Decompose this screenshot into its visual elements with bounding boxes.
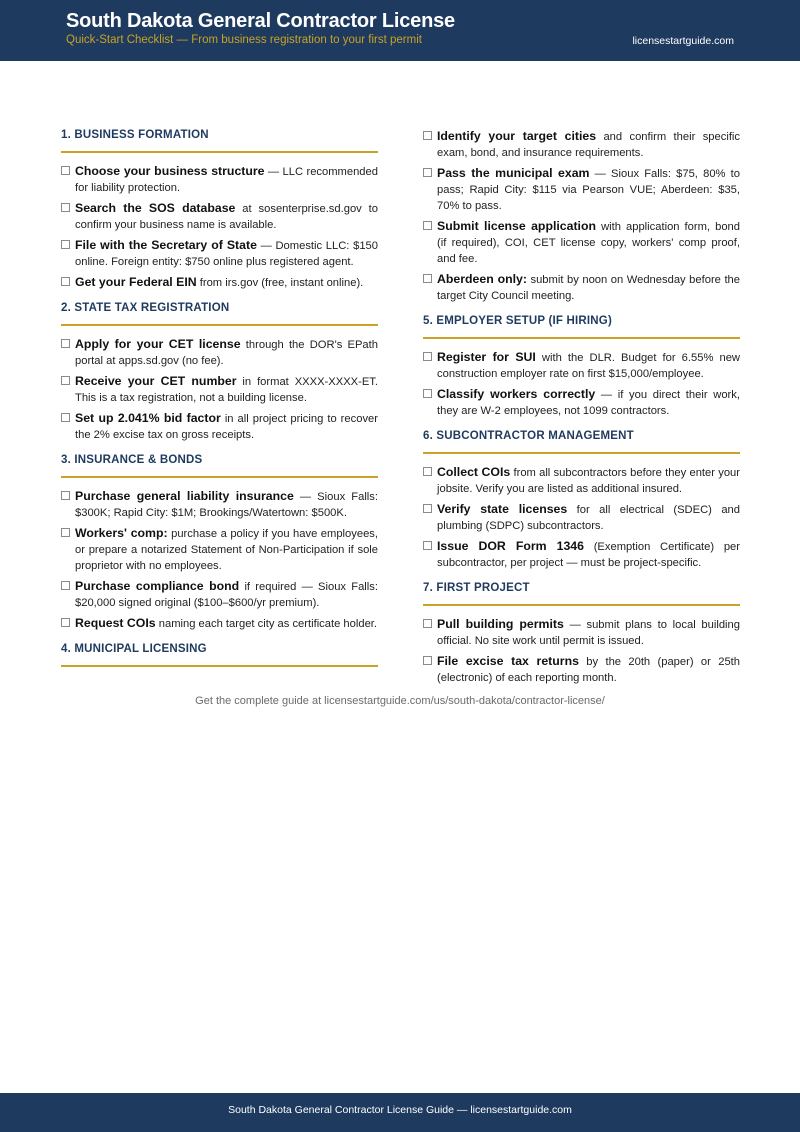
checklist-item-title: Issue DOR Form 1346 <box>437 539 584 553</box>
checklist-item <box>61 336 378 369</box>
checklist-item-title: Receive your CET number <box>75 374 237 388</box>
checklist-item-title: Aberdeen only: <box>437 272 527 286</box>
checklist-item-title: File with the Secretary of State <box>75 238 257 252</box>
checklist-item-text: naming each target city as certificate holder. <box>155 618 378 630</box>
checklist-item <box>61 373 378 406</box>
page-header <box>0 0 800 61</box>
checklist-item-text: with the DLR. Budget for 6.55% new construction employer rate on first $15,000/employee. <box>437 352 740 380</box>
section-heading: 7. FIRST PROJECT <box>423 581 740 606</box>
checkbox-icon[interactable] <box>423 619 432 628</box>
checkbox-icon[interactable] <box>61 491 70 500</box>
checklist-item-title: Choose your business structure <box>75 164 265 178</box>
checklist-item <box>61 525 378 574</box>
checkbox-icon[interactable] <box>423 389 432 398</box>
checklist-item <box>423 538 740 571</box>
checklist-item <box>61 488 378 521</box>
checklist-item-text: through the DOR's EPath portal at apps.sd.gov (no fee). <box>75 339 378 367</box>
section-heading: 4. MUNICIPAL LICENSING <box>61 642 378 667</box>
checklist-section <box>61 301 378 443</box>
checkbox-icon[interactable] <box>423 168 432 177</box>
checklist-section <box>423 581 740 686</box>
checklist-item <box>423 218 740 267</box>
right-column <box>423 128 740 696</box>
checklist-item-text: if required — Sioux Falls: $20,000 signed original ($100–$600/yr premium). <box>75 581 378 609</box>
checklist-section <box>61 128 378 291</box>
checklist-item-title: Collect COIs <box>437 465 511 479</box>
checklist-section <box>423 429 740 571</box>
checklist-section <box>423 128 740 304</box>
checklist-item-title: Classify workers correctly <box>437 387 596 401</box>
checklist-item <box>423 165 740 214</box>
page-footer <box>0 1093 800 1132</box>
checklist-item <box>423 653 740 686</box>
section-heading: 5. EMPLOYER SETUP (IF HIRING) <box>423 314 740 339</box>
checklist-item-text: from irs.gov (free, instant online). <box>196 277 364 289</box>
checklist-item-title: Apply for your CET license <box>75 337 241 351</box>
checklist-item <box>423 464 740 497</box>
checklist-item-title: Request COIs <box>75 616 156 630</box>
page-subtitle: Quick-Start Checklist — From business registration to your first permit <box>66 34 422 46</box>
checkbox-icon[interactable] <box>61 240 70 249</box>
guide-footnote: Get the complete guide at licensestartguide.com/us/south-dakota/contractor-license/ <box>195 695 605 707</box>
checkbox-icon[interactable] <box>423 541 432 550</box>
checklist-item <box>423 128 740 161</box>
checklist-item-text: — Sioux Falls: $75, 80% to pass; Rapid City: $115 via Pearson VUE; Aberdeen: $35, 70% to pass. <box>437 168 741 212</box>
checklist-item <box>61 163 378 196</box>
section-heading: 1. BUSINESS FORMATION <box>61 128 378 153</box>
page-title: South Dakota General Contractor License <box>66 10 455 32</box>
checklist-item-title: Workers' comp: <box>75 526 168 540</box>
checklist-item <box>61 274 378 291</box>
footer-text: South Dakota General Contractor License Guide — licensestartguide.com <box>228 1104 572 1116</box>
checklist-section <box>61 642 378 667</box>
checklist-item-title: Verify state licenses <box>437 502 568 516</box>
checklist-item-title: Pass the municipal exam <box>437 166 590 180</box>
checkbox-icon[interactable] <box>423 656 432 665</box>
checklist-item-text: from all subcontractors before they enter your jobsite. Verify you are listed as additional insured. <box>437 467 740 495</box>
checkbox-icon[interactable] <box>61 528 70 537</box>
checklist-item-title: Register for SUI <box>437 350 536 364</box>
checkbox-icon[interactable] <box>61 376 70 385</box>
checkbox-icon[interactable] <box>61 581 70 590</box>
checklist-item-title: Purchase general liability insurance <box>75 489 294 503</box>
checklist-item <box>61 200 378 233</box>
checklist-item-text: by the 20th (paper) or 25th (electronic) of each reporting month. <box>437 656 741 684</box>
checkbox-icon[interactable] <box>61 339 70 348</box>
header-site-link[interactable]: licensestartguide.com <box>632 35 734 47</box>
checklist-item-text: — LLC recommended for liability protection. <box>75 166 378 194</box>
checkbox-icon[interactable] <box>61 413 70 422</box>
checkbox-icon[interactable] <box>423 131 432 140</box>
checklist-item-text: — submit plans to local building official. No site work until permit is issued. <box>437 619 740 647</box>
checklist-item <box>423 501 740 534</box>
section-heading: 2. STATE TAX REGISTRATION <box>61 301 378 326</box>
checklist-item-text: — if you direct their work, they are W-2 employees, not 1099 contractors. <box>437 389 740 417</box>
checklist-item-title: Get your Federal EIN <box>75 275 197 289</box>
checklist-item-text: in format XXXX-XXXX-ET. This is a tax registration, not a building license. <box>75 376 378 404</box>
checklist-item-title: Set up 2.041% bid factor <box>75 411 221 425</box>
checklist-item-title: Purchase compliance bond <box>75 579 240 593</box>
section-heading: 3. INSURANCE & BONDS <box>61 453 378 478</box>
checkbox-icon[interactable] <box>423 467 432 476</box>
checklist-item-text: with application form, bond (if required), COI, CET license copy, workers' comp proof, and fee. <box>437 221 740 265</box>
checklist-item-text: — Domestic LLC: $150 online. Foreign entity: $750 online plus registered agent. <box>75 240 378 268</box>
checklist-item-title: Identify your target cities <box>437 129 597 143</box>
checkbox-icon[interactable] <box>61 618 70 627</box>
checklist-item-text: — Sioux Falls: $300K; Rapid City: $1M; Brookings/Watertown: $500K. <box>75 491 378 519</box>
section-heading: 6. SUBCONTRACTOR MANAGEMENT <box>423 429 740 454</box>
checkbox-icon[interactable] <box>423 352 432 361</box>
checklist-item <box>61 578 378 611</box>
checklist-item <box>423 386 740 419</box>
checkbox-icon[interactable] <box>423 221 432 230</box>
checklist-item-text: submit by noon on Wednesday before the target City Council meeting. <box>437 274 740 302</box>
checklist-item-title: Submit license application <box>437 219 597 233</box>
checklist-section <box>423 314 740 419</box>
checklist-item-text: (Exemption Certificate) per subcontractor, per project — must be project-specific. <box>437 541 740 569</box>
checklist-item <box>423 349 740 382</box>
checklist-item <box>61 410 378 443</box>
checkbox-icon[interactable] <box>61 203 70 212</box>
checklist-section <box>61 453 378 632</box>
checkbox-icon[interactable] <box>423 504 432 513</box>
checklist-item-text: for all electrical (SDEC) and plumbing (SDPC) subcontractors. <box>437 504 740 532</box>
left-column <box>61 128 378 677</box>
checklist-item-text: and confirm their specific exam, bond, and insurance requirements. <box>437 131 741 159</box>
checklist-item <box>61 237 378 270</box>
checklist-item-text: at sosenterprise.sd.gov to confirm your business name is available. <box>75 203 378 231</box>
checkbox-icon[interactable] <box>61 166 70 175</box>
checklist-item-title: Pull building permits <box>437 617 564 631</box>
checklist-item <box>423 271 740 304</box>
checklist-item-title: File excise tax returns <box>437 654 579 668</box>
checklist-item-text: purchase a policy if you have employees, or prepare a notarized Statement of Non-Participation if sole proprietor with no employees. <box>75 528 378 572</box>
checklist-item <box>423 616 740 649</box>
checklist-item <box>61 615 378 632</box>
checklist-item-title: Search the SOS database <box>75 201 236 215</box>
checkbox-icon[interactable] <box>61 277 70 286</box>
checklist-item-text: in all project pricing to recover the 2% excise tax on gross receipts. <box>75 413 378 441</box>
checkbox-icon[interactable] <box>423 274 432 283</box>
